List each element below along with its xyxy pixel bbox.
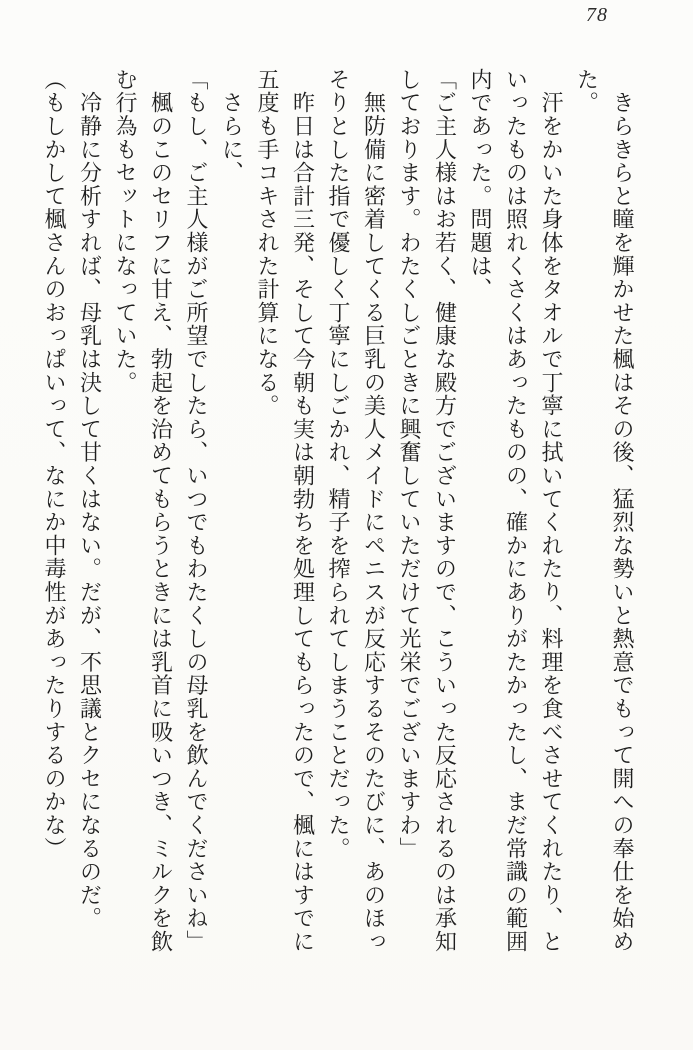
text-line: 内であった。問題は、 <box>468 68 493 301</box>
text-line: 冷静に分析すれば、母乳は決して甘くはない。だが、不思議とクセになるのだ。 <box>77 68 103 931</box>
text-line: 五度も手コキされた計算になる。 <box>255 68 280 418</box>
text-line: そりとした指で優しく丁寧にしごかれ、精子を搾られてしまうことだった。 <box>326 68 351 861</box>
vertical-text-block <box>37 68 641 968</box>
text-line: きらきらと瞳を輝かせた楓はその後、猛烈な勢いと熱意でもって開への奉仕を始め <box>610 68 635 954</box>
text-line: む行為もセットになっていた。 <box>113 68 138 395</box>
text-line: 昨日は合計三発、そして今朝も実は朝勃ちを処理してもらったので、楓にはすでに <box>290 68 316 954</box>
text-line: 「もし、ご主人様がご所望でしたら、いつでもわたくしの母乳を飲んでくださいね」 <box>184 68 209 954</box>
text-line: いったものは照れくさくはあったものの、確かにありがたかったし、まだ常識の範囲 <box>503 68 529 954</box>
text-line: 無防備に密着してくる巨乳の美人メイドにペニスが反応するそのたびに、あのほっ <box>361 68 387 954</box>
page-number: 78 <box>586 4 608 26</box>
text-line: 汗をかいた身体をタオルで丁寧に拭いてくれたり、料理を食べさせてくれたり、と <box>539 68 564 954</box>
text-line: 「ご主人様はお若く、健康な殿方でございますので、こういった反応されるのは承知 <box>432 68 458 954</box>
text-line: しております。わたくしごときに興奮していただけて光栄でございますわ」 <box>397 68 422 861</box>
text-line: さらに、 <box>219 68 245 185</box>
text-line: （もしかして楓さんのおっぱいって、なにか中毒性があったりするのかな） <box>42 68 67 861</box>
text-line: た。 <box>574 68 600 115</box>
text-line: 楓のこのセリフに甘え、勃起を治めてもらうときには乳首に吸いつき、ミルクを飲 <box>148 68 174 954</box>
